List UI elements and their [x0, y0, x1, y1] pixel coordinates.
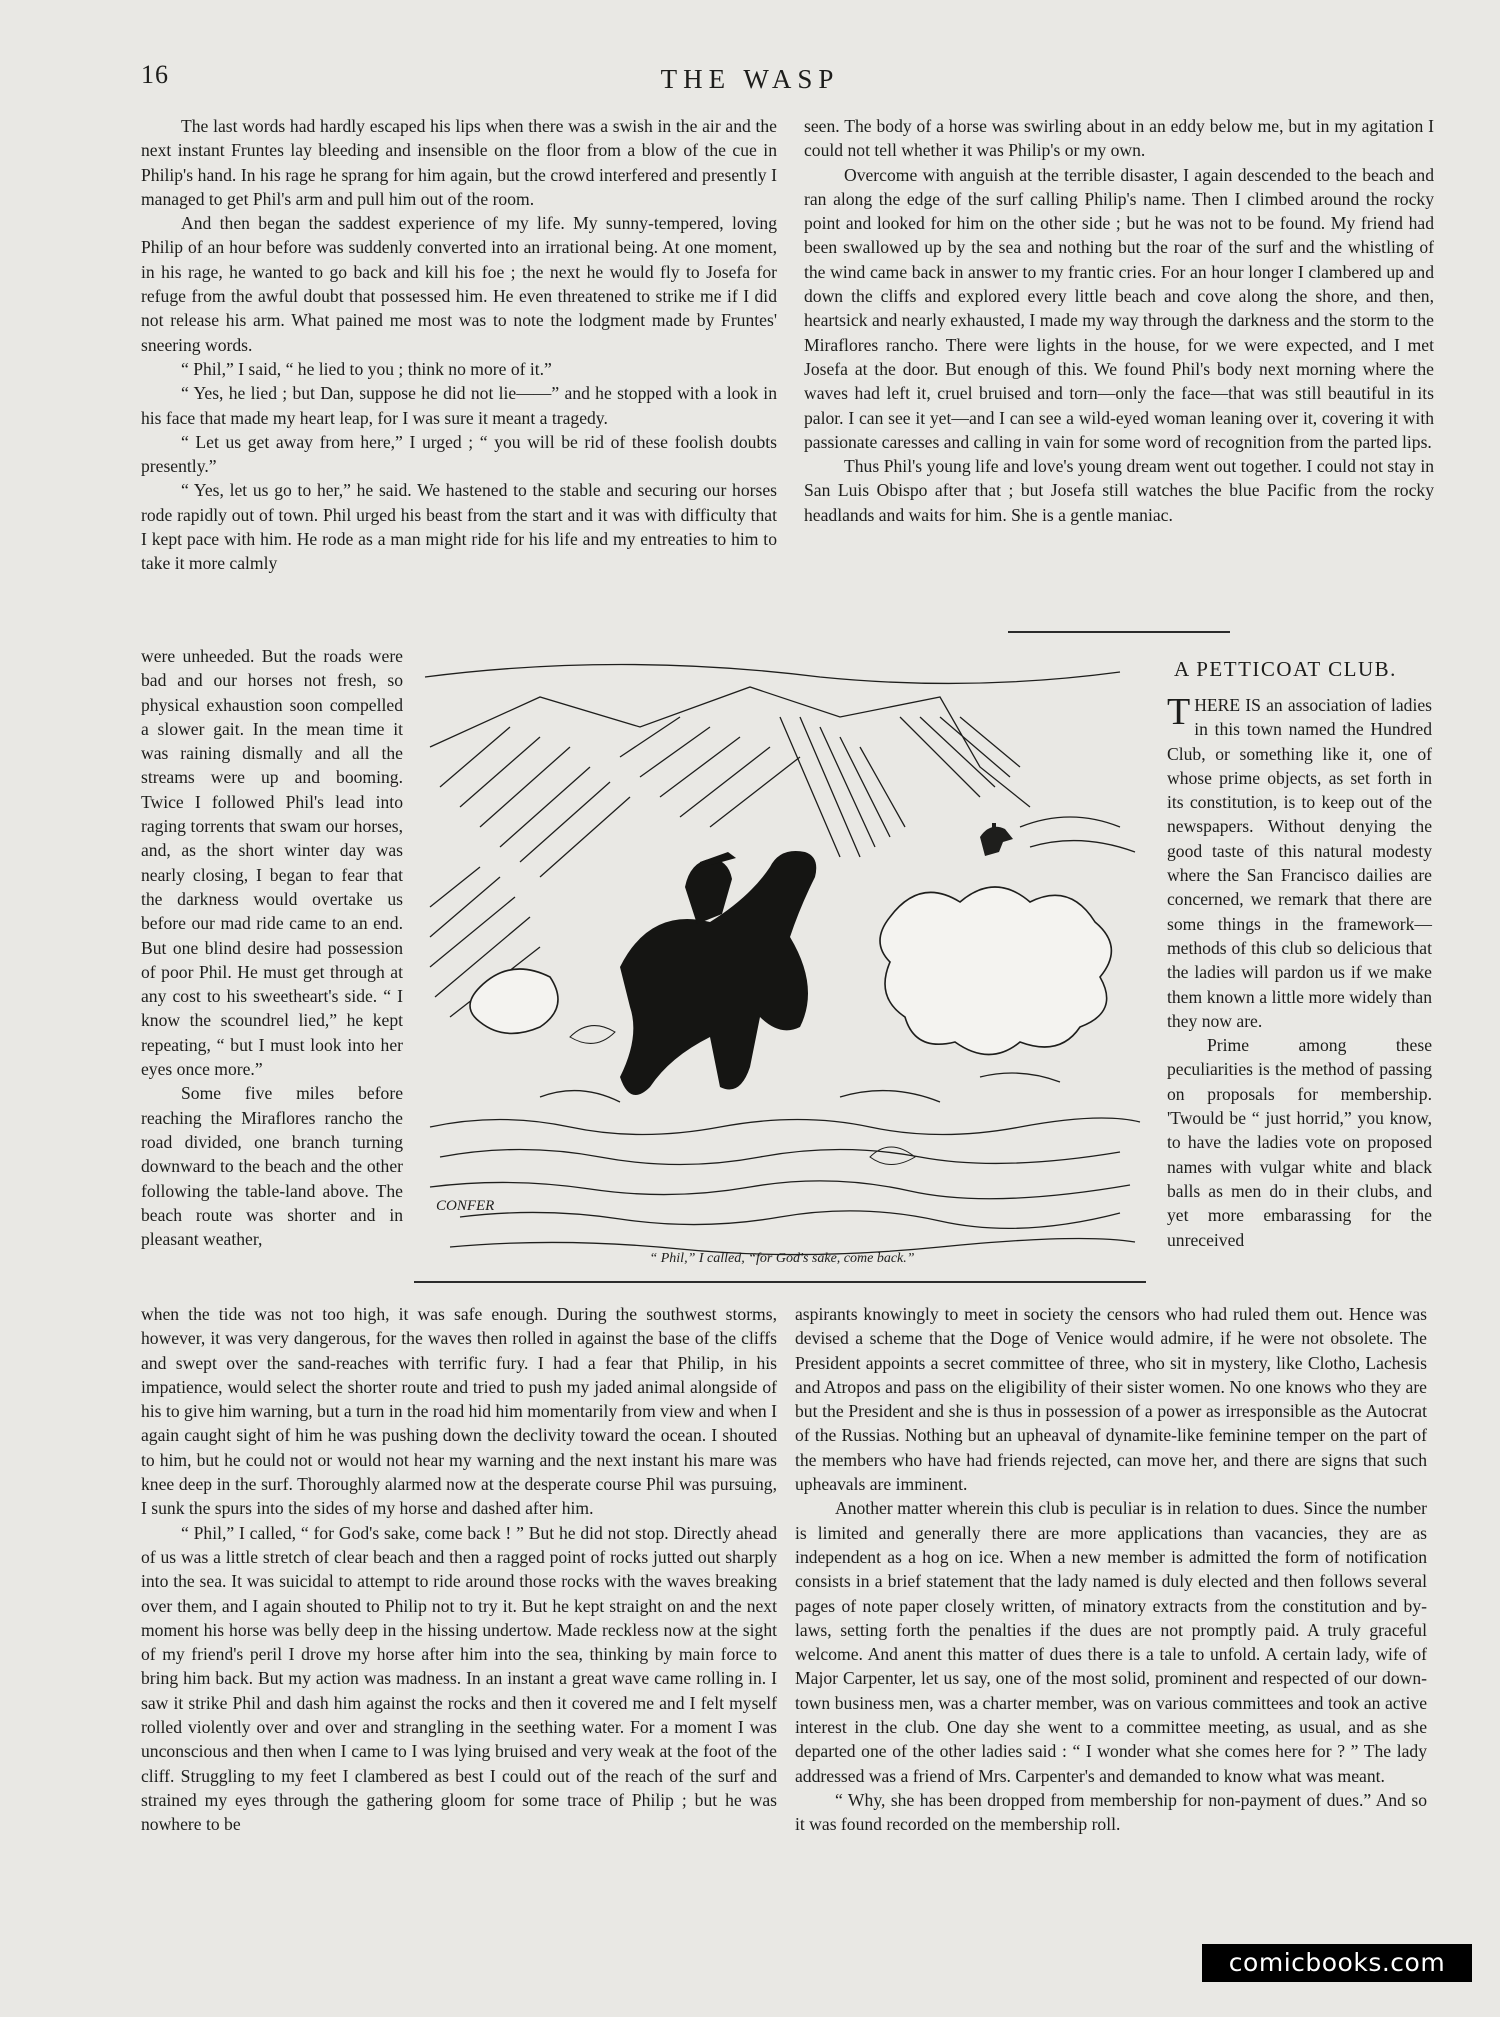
- paragraph: “ Yes, he lied ; but Dan, suppose he did not lie——” and he stopped with a look in his face that made my heart leap, for I was sure it meant a tragedy.: [141, 383, 777, 428]
- artist-signature: CONFER: [436, 1198, 495, 1214]
- club-wrap-right: [1167, 693, 1432, 1252]
- illustration: [420, 657, 1144, 1275]
- paragraph: Overcome with anguish at the terrible disaster, I again descended to the beach and ran along the edge of the surf calling Philip's name. Then I climbed around the rocky point and looked for him on the other side ; but he was not to be found. My friend had been swallowed up by the sea and nothing but the roar of the surf and the whistling of the wind came back in answer to my frantic cries. For an hour longer I clambered up and down the cliffs and explored every little beach and cove along the shore, and then, heartsick and nearly exhausted, I made my way through the darkness and the storm to the Miraflores rancho. There were lights in the house, for we were expected, and I met Josefa at the door. But enough of this. We found Phil's body next morning where the waves had left it, cruel bruised and torn—only the face—that was still beautiful in its palor. I can see it yet—and I can see a wild-eyed woman leaning over it, covering it with passionate caresses and calling in vain for some word of recognition from the parted lips.: [804, 164, 1434, 452]
- paragraph: [1167, 693, 1432, 1033]
- page-number: 16: [141, 60, 169, 89]
- paragraph: The last words had hardly escaped his lips when there was a swish in the air and the next instant Fruntes lay bleeding and insensible on the floor from a blow of the cue in Philip's hand. In his rage he sprang for him again, but the crowd interfered and presently I managed to get Phil's arm and pull him out of the room.: [141, 116, 777, 209]
- paragraph: seen. The body of a horse was swirling about in an eddy below me, but in my agitation I could not tell whether it was Philip's or my own.: [804, 116, 1434, 161]
- paragraph: “ Phil,” I said, “ he lied to you ; think no more of it.”: [181, 358, 552, 379]
- paragraph: “ Let us get away from here,” I urged ; “ you will be rid of these foolish doubts presently.”: [141, 431, 777, 477]
- section-divider: [1008, 631, 1230, 633]
- paragraph: were unheeded. But the roads were bad and our horses not fresh, so physical exhaustion soon compelled a slower gait. In the mean time it was raining dismally and all the streams were up and booming. Twice I followed Phil's lead into raging torrents that swam our horses, and, as the short winter day was nearly closing, I began to fear that the darkness would overtake us before our mad ride came to an end. But one blind desire had possession of poor Phil. He must get through at any cost to his sweetheart's side. “ I know the scoundrel lied,” he kept repeating, “ but I must look into her eyes once more.”: [141, 646, 403, 1080]
- paragraph: Some five miles before reaching the Miraflores rancho the road divided, one branch turning downward to the beach and the other following the table-land above. The beach route was shorter and in pleasant weather,: [141, 1083, 403, 1250]
- story-column-right-top: [804, 114, 1434, 527]
- paragraph: And then began the saddest experience of my life. My sunny-tempered, loving Philip of an hour before was suddenly converted into an irrational being. At one moment, in his rage, he wanted to go back and kill his foe ; the next he would fly to Josefa for refuge from the awful doubt that possessed him. He even threatened to strike me if I did not release his arm. What pained me most was to note the lodgment made by Fruntes' sneering words.: [141, 213, 777, 355]
- paragraph: Prime among these peculiarities is the method of passing on proposals for membership. 'Twould be “ just horrid,” you know, to have the ladies vote on proposed names with vulgar white and black balls as men do in their clubs, and yet more embarassing for the unreceived: [1167, 1035, 1432, 1250]
- source-watermark: comicbooks.com: [1202, 1944, 1472, 1982]
- article-title: A PETTICOAT CLUB.: [1174, 657, 1397, 681]
- masthead: THE WASP: [660, 64, 840, 94]
- paragraph: “ Phil,” I called, “ for God's sake, come back ! ” But he did not stop. Directly ahead of us was a little stretch of clear beach and then a ragged point of rocks jutted out sharply into the sea. It was suicidal to attempt to ride around those rocks with the waves breaking over them, and I again shouted to Philip not to try it. But he kept straight on and the next moment his horse was belly deep in the hissing undertow. Made reckless now at the sight of my friend's peril I drove my horse after him into the sea, thinking by main force to bring him back. But my action was madness. In an instant a great wave came rolling in. I saw it strike Phil and dash him against the rocks and then it covered me and I felt myself rolled violently over and over and strangling in the seething water. For a moment I was unconscious and then when I came to I was lying bruised and very weak at the foot of the cliff. Struggling to my feet I clambered as best I could out of the reach of the surf and strained my eyes through the gathering gloom for some trace of Philip ; but he was nowhere to be: [141, 1522, 777, 1835]
- paragraph: when the tide was not too high, it was safe enough. During the southwest storms, however, it was very dangerous, for the waves then rolled in against the base of the cliffs and swept over the sand-reaches with terrific fury. I had a fear that Philip, in his impatience, would select the shorter route and tried to push my jaded animal alongside of his to give him warning, but a turn in the road hid him momentarily from view and when I again caught sight of him he was pushing down the declivity toward the ocean. I shouted to him, but he could not or would not hear my warning and the next instant his mare was knee deep in the surf. Thoroughly alarmed now at the desperate course Phil was pursuing, I sunk the spurs into the sides of my horse and dashed after him.: [141, 1304, 777, 1519]
- paragraph: “ Yes, let us go to her,” he said. We hastened to the stable and securing our horses rode rapidly out of town. Phil urged his beast from the start and it was with difficulty that I kept pace with him. He rode as a man might ride for his life and my entreaties to him to take it more calmly: [141, 480, 777, 574]
- story-column-left-bottom: [141, 1302, 777, 1837]
- illustration-rule: [414, 1281, 1146, 1283]
- paragraph: Thus Phil's young life and love's young dream went out together. I could not stay in San Luis Obispo after that ; but Josefa still watches the blue Pacific from the rocky headlands and waits for him. She is a gentle maniac.: [804, 456, 1434, 525]
- drop-cap: T: [1167, 691, 1191, 733]
- illustration-caption: “ Phil,” I called, “for God's sake, come back.”: [649, 1251, 915, 1266]
- paragraph: Another matter wherein this club is peculiar is in relation to dues. Since the number is limited and generally there are more applications than vacancies, they are as independent as a hog on ice. When a new member is admitted the form of notification consists in a brief statement that the lady named is duly elected and then follows several pages of note paper closely written, of minatory extracts from the constitution and by-laws, setting forth the penalties if the dues are not promptly paid. A truly graceful welcome. And anent this matter of dues there is a tale to unfold. A certain lady, wife of Major Carpenter, let us say, one of the most solid, prominent and respected of our down-town business men, was a charter member, was on various committees and took an active interest in the club. One day she went to a committee meeting, as usual, and as she departed one of the other ladies said : “ I wonder what she comes here for ? ” The lady addressed was a friend of Mrs. Carpenter's and demanded to know what was meant.: [795, 1498, 1427, 1786]
- paragraph: “ Why, she has been dropped from membership for non-payment of dues.” And so it was found recorded on the membership roll.: [795, 1789, 1427, 1835]
- story-wrap-left: [141, 644, 403, 1251]
- storm-rider-engraving: [420, 657, 1144, 1275]
- paragraph: aspirants knowingly to meet in society the censors who had ruled them out. Hence was devised a scheme that the Doge of Venice would admire, if he were not obsolete. The President appoints a secret committee of three, who sit in mystery, like Clotho, Lachesis and Atropos and pass on the eligibility of their sister women. No one knows who they are but the President and she is thus in possession of a power as irresponsible as the Autocrat of the Russias. Nothing but an upheaval of dynamite-like feminine temper on the part of the members who have had friends rejected, can move her, and there are signs that such upheavals are imminent.: [795, 1304, 1427, 1495]
- story-column-left-top: [141, 114, 777, 576]
- club-column-right-bottom: [795, 1302, 1427, 1837]
- paragraph-text: HERE IS an association of ladies in this town named the Hundred Club, or something like it, one of whose prime objects, as set forth in its constitution, is to keep out of the newspapers. Without denying the good taste of this natural modesty where the San Francisco dailies are concerned, we remark that there are some things in the framework—methods of this club so delicious that the ladies will pardon us if we make them known a little more widely than they now are.: [1167, 695, 1432, 1031]
